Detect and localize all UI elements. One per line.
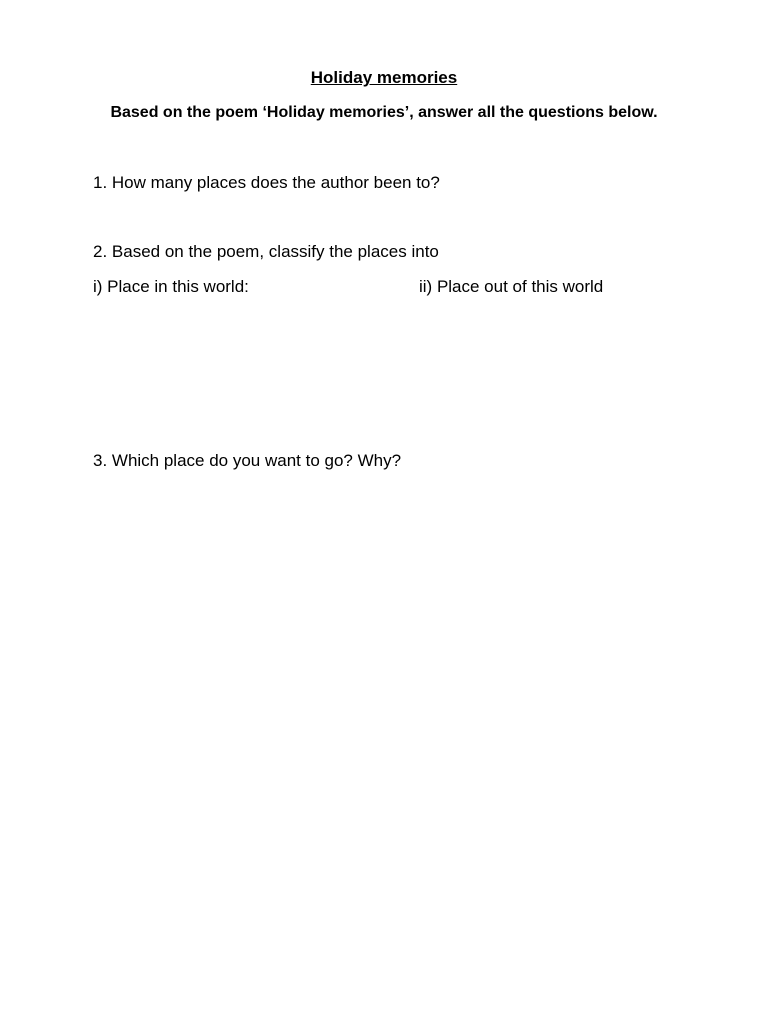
worksheet-instruction: Based on the poem ‘Holiday memories’, answer all the questions below. — [110, 104, 658, 121]
question-1: 1. How many places does the author been to? — [93, 173, 440, 192]
question-2-part-ii: ii) Place out of this world — [419, 277, 604, 296]
question-2: 2. Based on the poem, classify the places into — [93, 242, 439, 261]
worksheet-title: Holiday memories — [310, 68, 458, 87]
question-3: 3. Which place do you want to go? Why? — [93, 451, 402, 470]
question-2-part-i: i) Place in this world: — [93, 277, 249, 296]
